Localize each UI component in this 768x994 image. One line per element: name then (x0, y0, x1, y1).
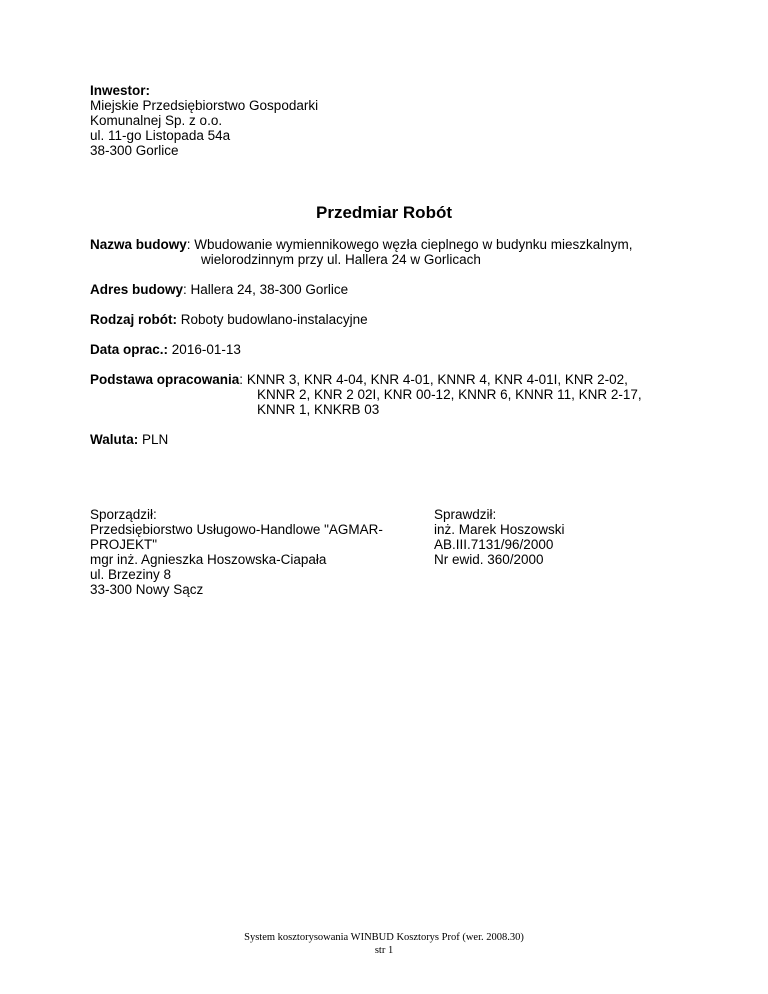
prepared-by-line: mgr inż. Agnieszka Hoszowska-Ciapała (90, 552, 327, 567)
investor-label: Inwestor: (90, 83, 151, 98)
investor-block (90, 83, 318, 158)
field-value: KNNR 3, KNR 4-04, KNR 4-01, KNNR 4, KNR 4-01I, KNR 2-02, (246, 372, 628, 387)
investor-line: Komunalnej Sp. z o.o. (90, 113, 223, 128)
field-separator: : (183, 282, 191, 297)
page-title: Przedmiar Robót (315, 203, 453, 222)
field-waluta (90, 432, 168, 447)
field-label: Rodzaj robót: (90, 312, 177, 327)
field-value-continued: KNNR 1, KNKRB 03 (257, 402, 380, 417)
field-label: Podstawa opracowania (90, 372, 240, 387)
field-separator: : (239, 372, 247, 387)
footer-page-number: str 1 (374, 945, 394, 956)
checked-by-line: Nr ewid. 360/2000 (434, 552, 544, 567)
field-value: Hallera 24, 38-300 Gorlice (190, 282, 349, 297)
prepared-by-block (90, 507, 410, 597)
footer-system-text: System kosztorysowania WINBUD Kosztorys Prof (wer. 2008.30) (244, 932, 524, 943)
prepared-by-line: ul. Brzeziny 8 (90, 567, 172, 582)
field-value-continued: KNNR 2, KNR 2 02I, KNR 00-12, KNNR 6, KNNR 11, KNR 2-17, (257, 387, 642, 402)
checked-by-block (434, 507, 694, 567)
field-value: Wbudowanie wymiennikowego węzła cieplnego w budynku mieszkalnym, (194, 237, 633, 252)
checked-by-label: Sprawdził: (434, 507, 497, 522)
prepared-by-label: Sporządził: (90, 507, 157, 522)
field-value: 2016-01-13 (171, 342, 241, 357)
field-value: Roboty budowlano-instalacyjne (180, 312, 368, 327)
field-value: PLN (142, 432, 169, 447)
field-label: Adres budowy (90, 282, 184, 297)
checked-by-line: inż. Marek Hoszowski (434, 522, 565, 537)
field-separator: : (186, 237, 195, 252)
field-nazwa-budowy (90, 237, 633, 267)
investor-line: ul. 11-go Listopada 54a (90, 128, 231, 143)
prepared-by-line: Przedsiębiorstwo Usługowo-Handlowe "AGMAR- (90, 522, 383, 537)
investor-line: Miejskie Przedsiębiorstwo Gospodarki (90, 98, 319, 113)
field-adres-budowy (90, 282, 348, 297)
prepared-by-line: PROJEKT" (90, 537, 158, 552)
field-rodzaj-robot (90, 312, 368, 327)
field-value-continued: wielorodzinnym przy ul. Hallera 24 w Gorlicach (201, 252, 481, 267)
field-label: Nazwa budowy (90, 237, 187, 252)
field-podstawa-opracowania (90, 372, 642, 417)
field-data-opracowania (90, 342, 241, 357)
investor-line: 38-300 Gorlice (90, 143, 179, 158)
prepared-by-line: 33-300 Nowy Sącz (90, 582, 204, 597)
page-footer (0, 931, 768, 957)
checked-by-line: AB.III.7131/96/2000 (434, 537, 554, 552)
field-label: Data oprac.: (90, 342, 169, 357)
field-label: Waluta: (90, 432, 139, 447)
